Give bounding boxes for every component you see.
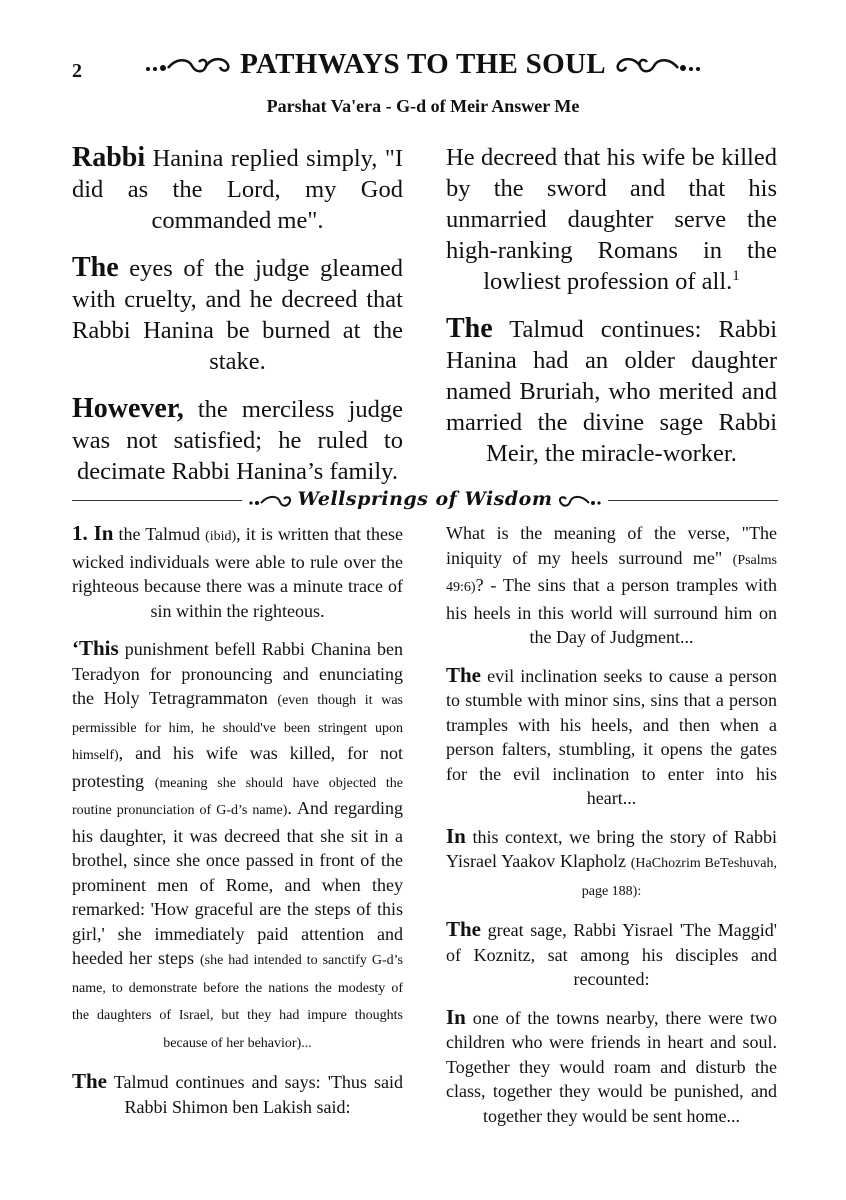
citation: (Psalms 49:6): [446, 552, 777, 595]
upper-right-column: [446, 142, 777, 485]
citation: (HaChozrim BeTeshuvah, page 188):: [581, 856, 777, 899]
right-flourish-ornament: [614, 54, 702, 76]
upper-left-column: [72, 142, 403, 503]
paragraph-text: . And regarding his daughter, it was decreed that she sit in a brothel, since she once passed in front of the prominent men of Rome, and when they remarked: 'How graceful are the steps of this girl,' she immediately paid attention and heeded her steps: [72, 798, 403, 968]
parenthetical-note: (meaning she should have objected the routine pronunciation of G-d’s name): [72, 775, 403, 818]
lead-word: 1. In: [72, 521, 114, 545]
paragraph-text: ? - The sins that a person tramples with his heels in this world will surround him on the Day of Judgment...: [446, 575, 777, 647]
running-header: [0, 48, 846, 81]
paragraph: [446, 521, 777, 650]
footnote-paragraph: [72, 521, 403, 623]
paragraph-text: , and his wife was killed, for not protesting: [72, 743, 403, 791]
lead-word: The: [72, 252, 119, 283]
paragraph-text: Hanina replied simply, "I did as the Lord, my God commanded me".: [72, 145, 403, 234]
lead-word: The: [72, 1069, 108, 1093]
paragraph-text: the merciless judge was not satisfied; he ruled to decimate Rabbi Hanina’s family.: [72, 396, 403, 485]
paragraph: [446, 917, 777, 992]
page-title: PATHWAYS TO THE SOUL: [240, 48, 606, 80]
paragraph-text: this context, we bring the story of Rabbi Yisrael Yaakov Klapholz: [446, 826, 777, 871]
paragraph-text: great sage, Rabbi Yisrael 'The Maggid' of Koznitz, sat among his disciples and recounted:: [446, 920, 777, 989]
paragraph-text: the Talmud: [113, 524, 206, 544]
divider-right-flourish-icon: [556, 492, 602, 510]
lead-word: Rabbi: [72, 142, 146, 173]
lead-word: In: [446, 823, 466, 848]
footnote-marker[interactable]: 1: [732, 267, 740, 284]
left-flourish-ornament: [144, 54, 232, 76]
section-divider: [72, 488, 778, 512]
lead-word: ‘This: [72, 636, 119, 660]
paragraph: [446, 313, 777, 469]
paragraph-text: He decreed that his wife be killed by the sword and that his unmarried daughter serve the high-ranking Romans in the lowliest profession of all.: [446, 144, 777, 295]
paragraph: [446, 142, 777, 297]
paragraph: [72, 393, 403, 487]
paragraph: [446, 824, 777, 905]
paragraph: [446, 663, 777, 811]
page-number: 2: [72, 60, 82, 82]
paragraph-text: punishment befell Rabbi Chanina ben Teradyon for pronouncing and enunciating the Holy Tetragrammaton: [72, 639, 403, 708]
paragraph-text: , it is written that these wicked individuals were able to rule over the righteous because there was a minute trace of sin within the righteous.: [72, 524, 404, 621]
citation: (ibid): [205, 529, 237, 544]
paragraph: [446, 1005, 777, 1129]
paragraph-text: Talmud continues and says: 'Thus said Rabbi Shimon ben Lakish said:: [107, 1072, 403, 1117]
paragraph: [72, 142, 403, 236]
lead-word: The: [446, 662, 482, 687]
divider-left-flourish-icon: [248, 492, 294, 510]
page-subtitle: Parshat Va'era - G-d of Meir Answer Me: [266, 96, 580, 116]
lead-word: However,: [72, 393, 184, 424]
parenthetical-note: (she had intended to sanctify G-d’s name, to demonstrate before the nations the modesty of the daughters of Israel, but they had impure thoughts because of her behavior)...: [72, 953, 404, 1051]
divider-center: [72, 488, 778, 510]
lead-word: The: [446, 917, 482, 941]
paragraph: [72, 252, 403, 377]
parenthetical-note: (even though it was permissible for him, he should've been stringent upon himself): [72, 693, 404, 763]
lead-word: In: [446, 1004, 466, 1029]
paragraph-text: What is the meaning of the verse, "The iniquity of my heels surround me": [446, 523, 777, 568]
paragraph-text: evil inclination seeks to cause a person to stumble with minor sins, sins that a person tramples with his heels, and then when a person falters, stumbling, it opens the gates for the evil inclination to enter into his heart...: [446, 665, 777, 808]
lower-left-column: [72, 521, 403, 1132]
paragraph-text: Talmud continues: Rabbi Hanina had an older daughter named Bruriah, who merited and married the divine sage Rabbi Meir, the miracle-worker.: [446, 316, 777, 467]
lower-right-column: [446, 521, 777, 1141]
paragraph: [72, 636, 403, 1056]
divider-label: Wellsprings of Wisdom: [297, 488, 553, 510]
lead-word: The: [446, 313, 493, 344]
paragraph-text: one of the towns nearby, there were two children who were friends in heart and soul. Together they would roam and disturb the class, together they would be punished, and together they would be sent home...: [446, 1007, 777, 1126]
paragraph: [72, 1069, 403, 1119]
paragraph-text: eyes of the judge gleamed with cruelty, and he decreed that Rabbi Hanina be burned at the stake.: [72, 255, 403, 375]
